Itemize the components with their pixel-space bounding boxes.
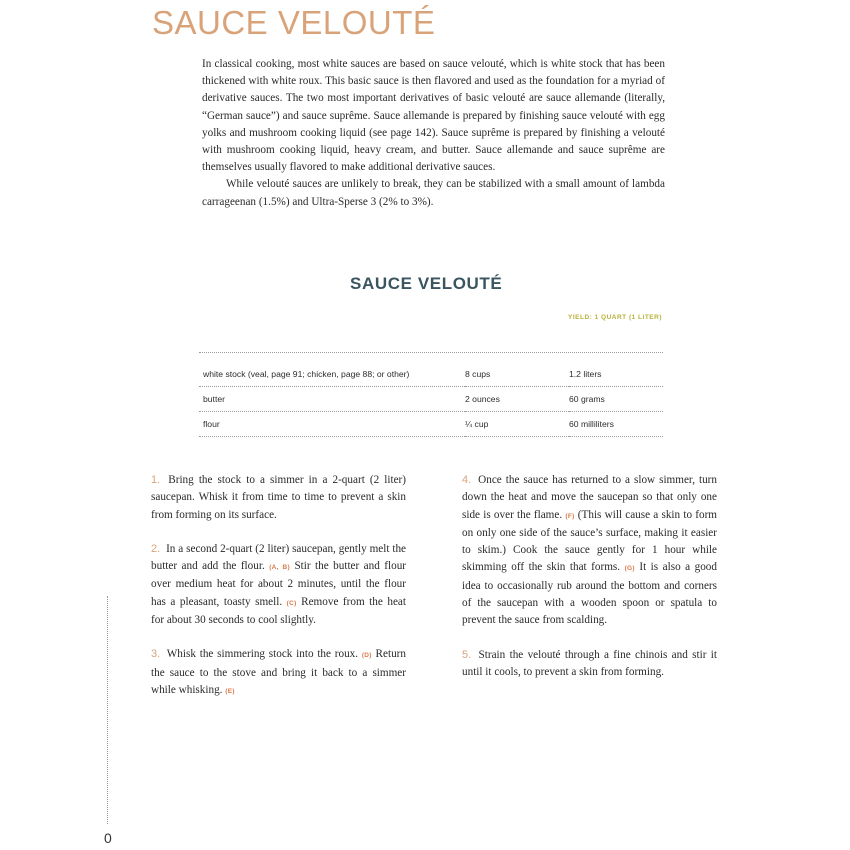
ingredient-metric-quantity: 60 milliliters (569, 412, 663, 437)
step-text: It is also a good idea to occasionally rub around the bottom and corners of the saucepan with a wooden spoon or spatula to prevent the sauce from scalding. (462, 561, 717, 627)
ingredient-metric-quantity: 1.2 liters (569, 353, 663, 387)
figure-reference: (D) (361, 652, 372, 660)
recipe-title: SAUCE VELOUTÉ (350, 274, 503, 293)
figure-reference: (F) (565, 512, 575, 520)
recipe-step (151, 472, 406, 524)
ingredient-row (199, 387, 663, 412)
ingredient-table (199, 353, 663, 437)
steps-column-right (462, 472, 717, 698)
step-number: 5. (462, 648, 472, 661)
ingredient-us-quantity: 2 ounces (465, 387, 569, 412)
steps-column-left (151, 472, 406, 717)
figure-reference: (G) (624, 565, 635, 573)
step-text: Stir the butter and flour over medium heat for about 2 minutes, until the flour has a pleasant, toasty smell. (151, 560, 407, 608)
step-number: 4. (462, 474, 472, 486)
step-text: (This will cause a skin to form on only one side of the sauce’s surface, making it easier to skim.) Cook the sauce gently for 1 hour while skimming off the skin that forms. (462, 508, 718, 574)
page-number: 0 (104, 830, 112, 846)
step-text: In a second 2-quart (2 liter) saucepan, gently melt the butter and add the flour. (151, 542, 407, 573)
ingredient-name: white stock (veal, page 91; chicken, page 88; or other) (199, 353, 465, 387)
step-number: 2. (151, 542, 161, 555)
intro-paragraph: While velouté sauces are unlikely to break, they can be stabilized with a small amount of lambda carrageenan (1.5%) and Ultra-Sperse 3 (2% to 3%). (202, 178, 665, 208)
ingredient-us-quantity: ¼ cup (465, 412, 569, 437)
step-number: 1. (151, 474, 161, 486)
step-number: 3. (151, 648, 161, 661)
ingredient-row (199, 353, 663, 387)
figure-reference: (E) (225, 687, 235, 695)
step-text: Remove from the heat for about 30 seconds to cool slightly. (151, 595, 406, 627)
ingredient-row (199, 412, 663, 437)
ingredient-name: flour (199, 412, 465, 437)
recipe-step (462, 647, 717, 682)
recipe-step (462, 472, 717, 630)
figure-reference: (A, B) (269, 564, 290, 572)
ingredient-metric-quantity: 60 grams (569, 387, 663, 412)
step-text: Return the sauce to the stove and bring it back to a simmer while whisking. (151, 648, 406, 696)
recipe-step (151, 646, 406, 700)
step-text: Strain the velouté through a fine chinois and stir it until it cools, to prevent a skin from forming. (462, 648, 718, 678)
page-title: SAUCE VELOUTÉ (152, 4, 436, 41)
intro-text (202, 56, 665, 211)
ingredient-us-quantity: 8 cups (465, 353, 569, 387)
step-text: Bring the stock to a simmer in a 2-quart (2 liter) saucepan. Whisk it from time to time to prevent a skin from forming on its surface. (151, 474, 407, 521)
step-text: Whisk the simmering stock into the roux. (166, 648, 362, 661)
recipe-step (151, 541, 406, 629)
step-text: Once the sauce has returned to a slow simmer, turn down the heat and move the saucepan so that only one side is over the flame. (462, 474, 718, 521)
figure-reference: (C) (286, 599, 297, 607)
margin-dotted-rule (107, 596, 108, 824)
intro-paragraph: In classical cooking, most white sauces are based on sauce velouté, which is white stock that has been thickened with white roux. This basic sauce is then flavored and used as the foundation for a myriad of derivative sauces. The two most important derivatives of basic velouté are sauce allemande (literally, “German sauce”) and sauce suprême. Sauce allemande is prepared by finishing sauce velouté with egg yolks and mushroom cooking liquid (see page 142). Sauce suprême is prepared by finishing a velouté with mushroom cooking liquid, heavy cream, and butter. Sauce allemande and sauce suprême are themselves usually flavored to make additional derivative sauces. (202, 58, 665, 174)
ingredient-name: butter (199, 387, 465, 412)
recipe-yield: YIELD: 1 QUART (1 LITER) (568, 314, 662, 321)
